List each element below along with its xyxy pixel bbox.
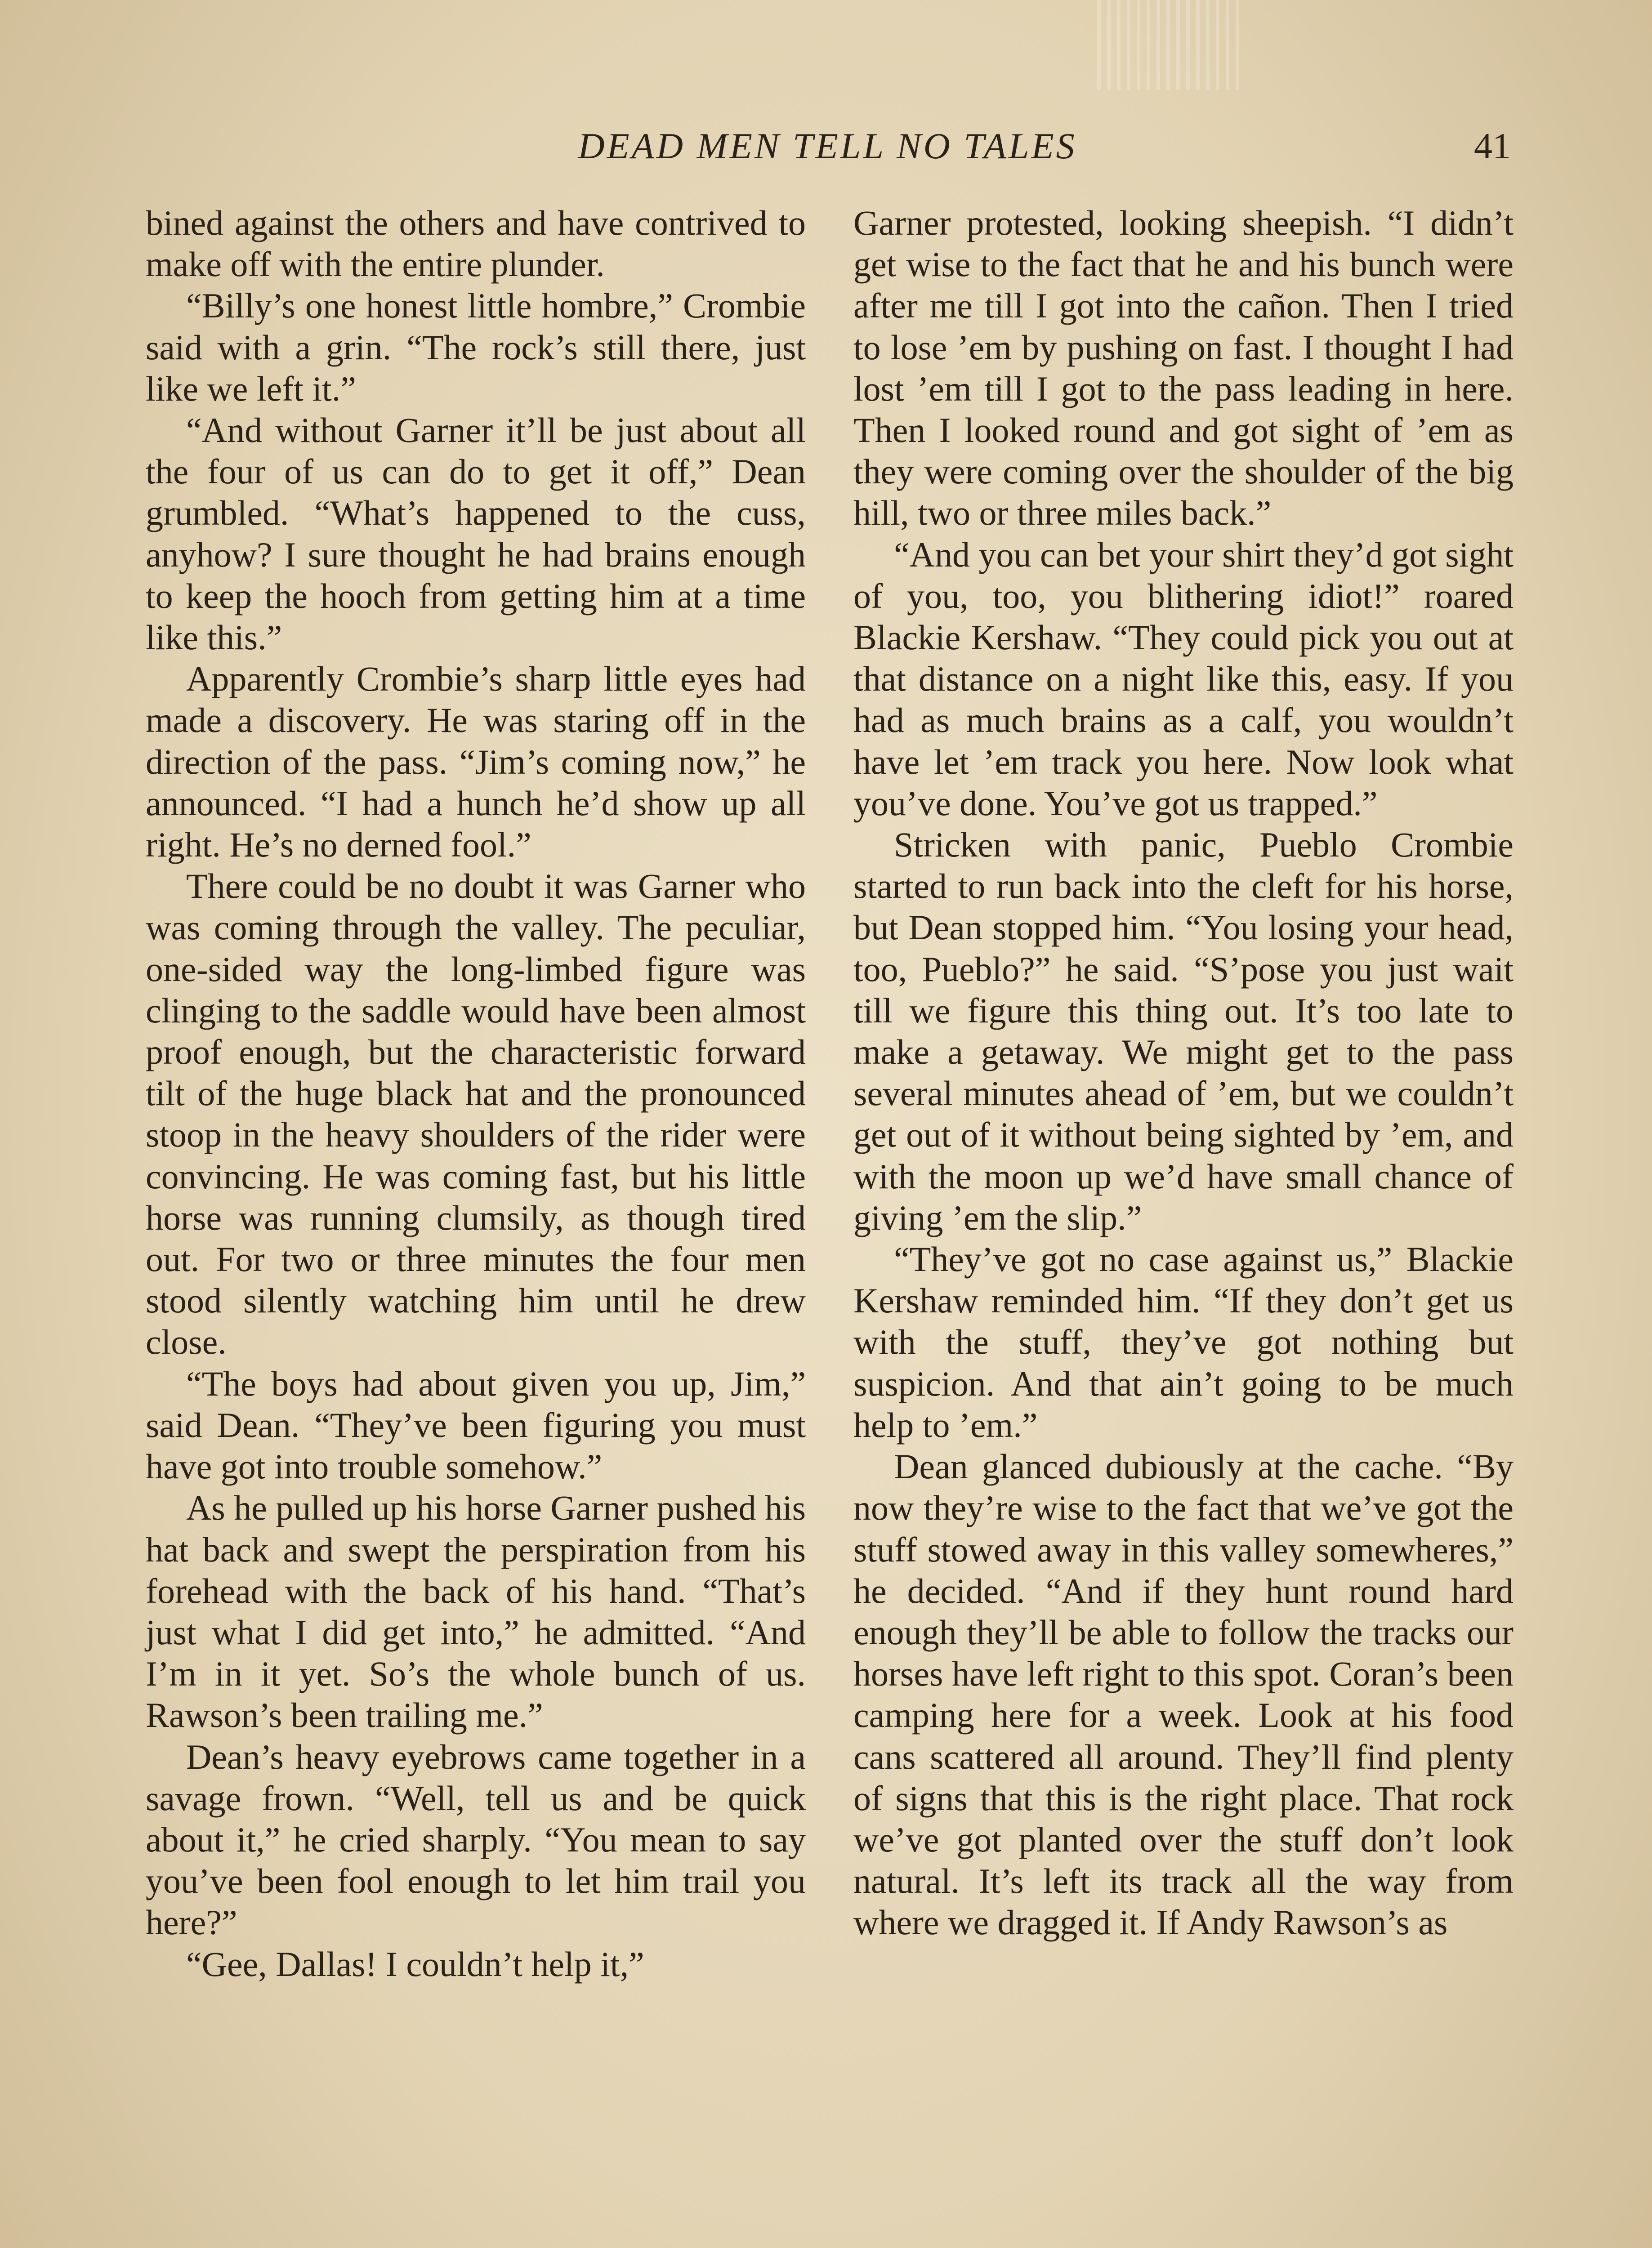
text-column-left <box>146 202 806 1985</box>
paragraph: “And you can bet your shirt they’d got sight of you, too, you blithering idiot!” roared Blackie Kershaw. “They could pick you out at that distance on a night like this, easy. If you had as much brains as a calf, you wouldn’t have let ’em track you here. Now look what you’ve done. You’ve got us trapped.” <box>853 535 1514 823</box>
paragraph: Dean glanced dubiously at the cache. “By now they’re wise to the fact that we’ve got the stuff stowed away in this valley somewheres,” he decided. “And if they hunt round hard enough they’ll be able to follow the tracks our horses have left right to this spot. Coran’s been camping here for a week. Look at his food cans scattered all around. They’ll find plenty of signs that this is the right place. That rock we’ve got planted over the stuff don’t look natural. It’s left its track all the way from where we dragged it. If Andy Rawson’s as <box>853 1447 1514 1942</box>
paragraph: “Gee, Dallas! I couldn’t help it,” <box>186 1944 644 1984</box>
paragraph: “The boys had about given you up, Jim,” said Dean. “They’ve been figuring you must have got into trouble somehow.” <box>146 1364 806 1486</box>
text-column-right <box>853 202 1514 1944</box>
paper-texture <box>1097 0 1241 90</box>
paragraph: Apparently Crombie’s sharp little eyes had made a discovery. He was staring off in the direction of the pass. “Jim’s coming now,” he announced. “I had a hunch he’d show up all right. He’s no derned fool.” <box>146 659 806 865</box>
running-title: DEAD MEN TELL NO TALES <box>578 125 1077 166</box>
paragraph: As he pulled up his horse Garner pushed his hat back and swept the perspiration from his forehead with the back of his hand. “That’s just what I did get into,” he admitted. “And I’m in it yet. So’s the whole bunch of us. Rawson’s been trailing me.” <box>146 1488 806 1735</box>
page-number: 41 <box>1474 125 1511 166</box>
page-header <box>144 125 1511 174</box>
paragraph: Dean’s heavy eyebrows came together in a savage frown. “Well, tell us and be quick about it,” he cried sharply. “You mean to say you’ve been fool enough to let him trail you here?” <box>146 1737 806 1942</box>
paragraph: “Billy’s one honest little hombre,” Crombie said with a grin. “The rock’s still there, just like we left it.” <box>146 286 806 408</box>
paragraph: Garner protested, looking sheepish. “I didn’t get wise to the fact that he and his bunch were after me till I got into the cañon. Then I tried to lose ’em by pushing on fast. I thought I had lost ’em till I got to the pass leading in here. Then I looked round and got sight of ’em as they were coming over the shoulder of the big hill, two or three miles back.” <box>853 203 1514 533</box>
paragraph: There could be no doubt it was Garner who was coming through the valley. The peculiar, one-sided way the long-limbed figure was clinging to the saddle would have been almost proof enough, but the characteristic forward tilt of the huge black hat and the pronounced stoop in the heavy shoulders of the rider were convincing. He was coming fast, but his little horse was running clumsily, as though tired out. For two or three minutes the four men stood silently watching him until he drew close. <box>146 866 806 1362</box>
paragraph: Stricken with panic, Pueblo Crombie started to run back into the cleft for his horse, but Dean stopped him. “You losing your head, too, Pueblo?” he said. “S’pose you just wait till we figure this thing out. It’s too late to make a getaway. We might get to the pass several minutes ahead of ’em, but we couldn’t get out of it without being sighted by ’em, and with the moon up we’d have small chance of giving ’em the slip.” <box>853 825 1514 1237</box>
paragraph: “And without Garner it’ll be just about all the four of us can do to get it off,” Dean grumbled. “What’s happened to the cuss, anyhow? I sure thought he had brains enough to keep the hooch from getting him at a time like this.” <box>146 410 806 657</box>
paragraph: “They’ve got no case against us,” Blackie Kershaw reminded him. “If they don’t get us with the stuff, they’ve got nothing but suspicion. And that ain’t going to be much help to ’em.” <box>853 1240 1514 1445</box>
paragraph: bined against the others and have contrived to make off with the entire plunder. <box>146 203 806 284</box>
